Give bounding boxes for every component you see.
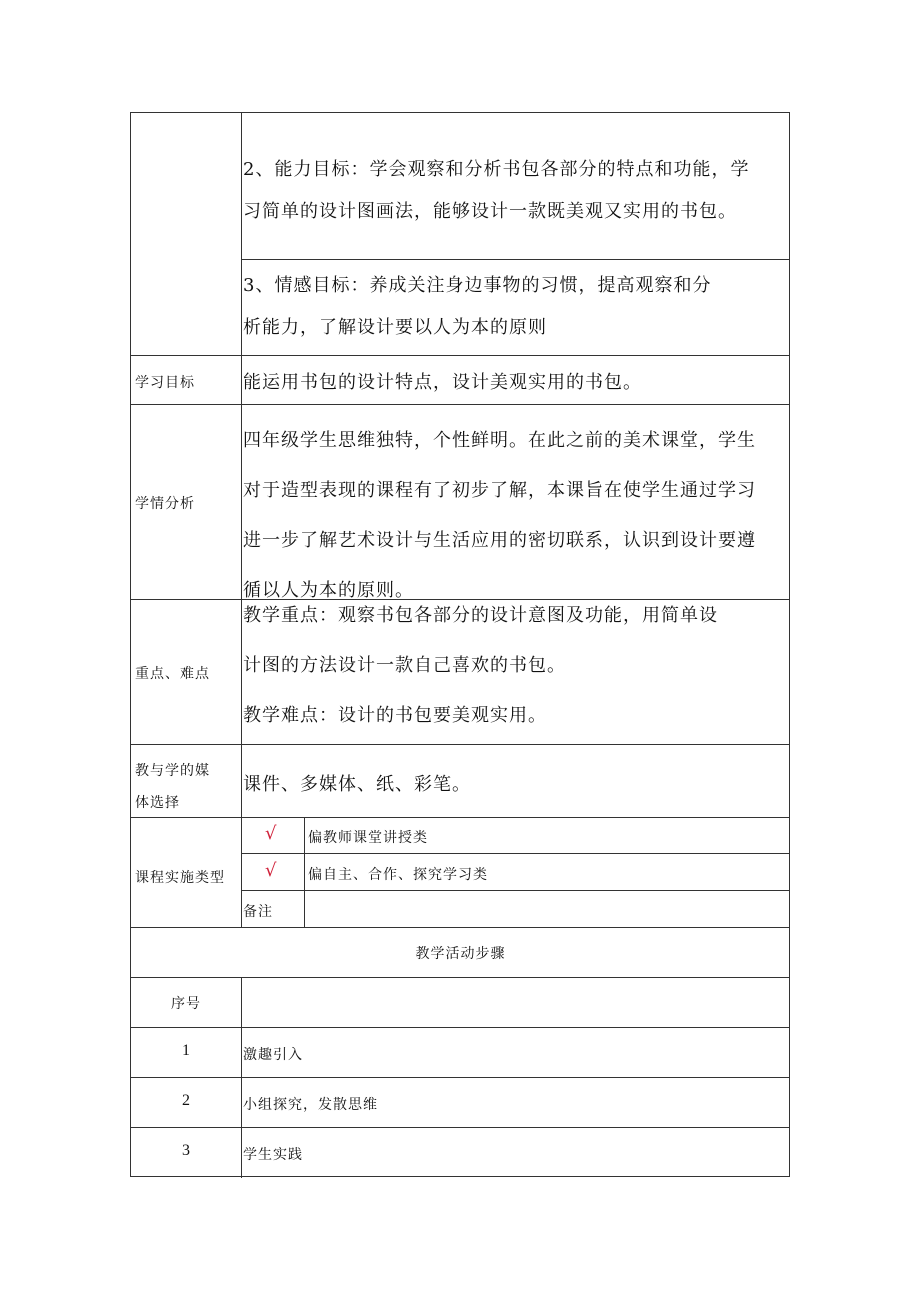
ability-objective — [243, 155, 788, 223]
row-divider — [131, 1077, 790, 1078]
row-divider — [131, 817, 790, 818]
emotion-objective-line1: 3、情感目标：养成关注身边事物的习惯，提高观察和分 — [243, 275, 712, 296]
row-divider — [131, 355, 790, 356]
row-divider — [131, 977, 790, 978]
row-divider — [131, 599, 790, 600]
emotion-objective-line2: 析能力，了解设计要以人为本的原则 — [243, 317, 547, 338]
row-divider — [131, 927, 790, 928]
row-divider — [131, 1027, 790, 1028]
row-divider — [241, 259, 790, 260]
steps-header-no: 序号 — [171, 996, 201, 1012]
step-text: 学生实践 — [243, 1147, 303, 1163]
row-divider — [131, 404, 790, 405]
lesson-plan-table — [130, 112, 790, 1177]
difficulty-line: 教学难点：设计的书包要美观实用。 — [243, 705, 547, 726]
media-text: 课件、多媒体、纸、彩笔。 — [243, 774, 471, 795]
course-type-inner-divider — [304, 817, 305, 927]
ability-objective-line2: 习简单的设计图画法，能够设计一款既美观又实用的书包。 — [243, 201, 737, 222]
learner-analysis-line: 循以人为本的原则。 — [243, 580, 414, 601]
media-label — [135, 755, 210, 819]
column-divider — [241, 113, 242, 927]
course-type-option-lecture: 偏教师课堂讲授类 — [308, 830, 428, 846]
step-text: 小组探究，发散思维 — [243, 1097, 378, 1113]
step-number: 1 — [182, 1042, 190, 1059]
step-number: 2 — [182, 1092, 190, 1109]
key-point-line1: 教学重点：观察书包各部分的设计意图及功能，用简单设 — [243, 605, 718, 626]
row-divider — [241, 853, 790, 854]
emotion-objective — [243, 271, 788, 339]
key-points-label: 重点、难点 — [135, 666, 210, 682]
study-goal-text: 能运用书包的设计特点，设计美观实用的书包。 — [243, 372, 642, 393]
row-divider — [131, 1127, 790, 1128]
remark-label: 备注 — [243, 904, 273, 920]
step-text: 激趣引入 — [243, 1047, 303, 1063]
course-type-option-inquiry: 偏自主、合作、探究学习类 — [308, 867, 488, 883]
steps-title: 教学活动步骤 — [415, 946, 506, 962]
key-point-line2: 计图的方法设计一款自己喜欢的书包。 — [243, 655, 566, 676]
study-goal-label: 学习目标 — [135, 375, 195, 391]
key-points-text — [243, 601, 788, 727]
learner-analysis-line: 对于造型表现的课程有了初步了解，本课旨在使学生通过学习 — [243, 480, 756, 501]
media-label-line1: 教与学的媒 — [135, 763, 210, 779]
course-type-label: 课程实施类型 — [135, 870, 225, 886]
learner-analysis-line: 进一步了解艺术设计与生活应用的密切联系，认识到设计要遵 — [243, 530, 756, 551]
row-divider — [241, 890, 790, 891]
learner-analysis-line: 四年级学生思维独特，个性鲜明。在此之前的美术课堂，学生 — [243, 430, 756, 451]
step-number: 3 — [182, 1142, 190, 1159]
check-icon: √ — [265, 860, 277, 881]
media-label-line2: 体选择 — [135, 795, 180, 811]
ability-objective-line1: 2、能力目标：学会观察和分析书包各部分的特点和功能，学 — [243, 159, 750, 180]
learner-analysis-text — [243, 426, 791, 602]
learner-analysis-label: 学情分析 — [135, 496, 195, 512]
row-divider — [131, 744, 790, 745]
check-icon: √ — [265, 823, 277, 844]
